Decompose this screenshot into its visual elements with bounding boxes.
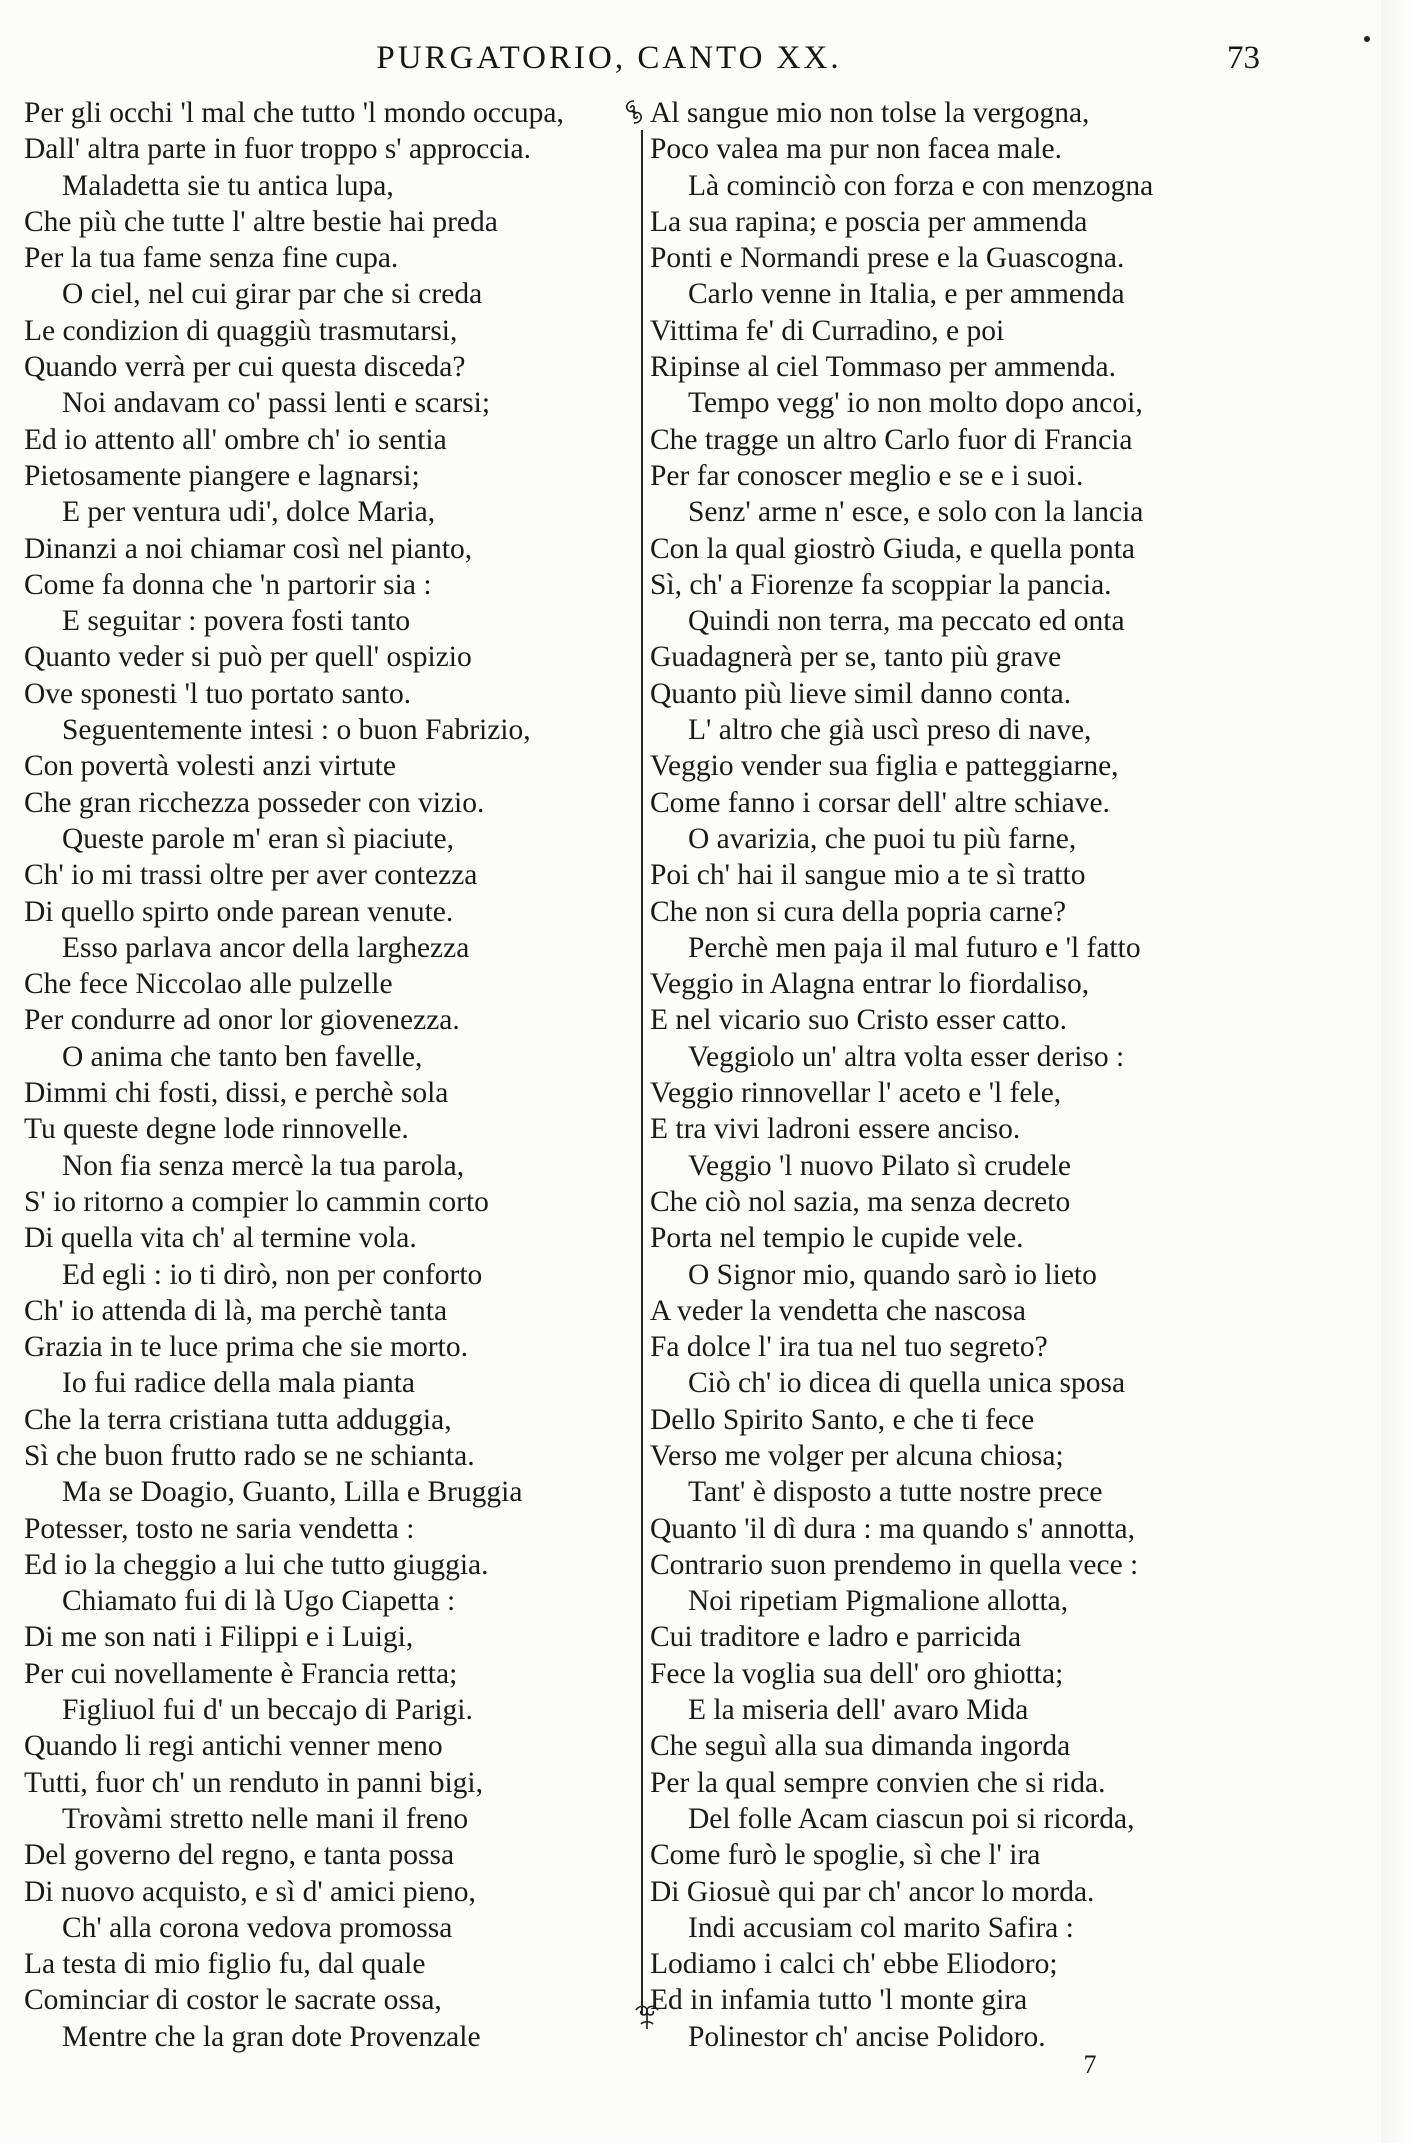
verse-line: Per gli occhi 'l mal che tutto 'l mondo occupa, — [24, 97, 564, 129]
verse-line: Ove sponesti 'l tuo portato santo. — [24, 677, 412, 710]
verse-line: Ch' alla corona vedova promossa — [62, 1911, 453, 1944]
verse-line: Fa dolce l' ira tua nel tuo segreto? — [650, 1331, 1048, 1364]
verse-line: Indi accusiam col marito Safira : — [688, 1911, 1074, 1944]
verse-line: Senz' arme n' esce, e solo con la lancia — [688, 496, 1144, 529]
verse-line: Di quello spirto onde parean venute. — [24, 895, 454, 928]
verse-line: Quanto veder si può per quell' ospizio — [24, 641, 472, 674]
verse-line: Poco valea ma pur non facea male. — [650, 133, 1062, 166]
verse-line: Dimmi chi fosti, dissi, e perchè sola — [24, 1077, 449, 1110]
verse-line: Io fui radice della mala pianta — [62, 1367, 416, 1400]
verse-line: Ponti e Normandi prese e la Guascogna. — [650, 242, 1125, 275]
verse-line: Per la qual sempre convien che si rida. — [650, 1766, 1106, 1799]
verse-line: E nel vicario suo Cristo esser catto. — [650, 1004, 1067, 1037]
verse-line: Potesser, tosto ne saria vendetta : — [24, 1512, 415, 1545]
verse-line: Tutti, fuor ch' un renduto in panni bigi, — [24, 1766, 483, 1799]
verse-line: Figliuol fui d' un beccajo di Parigi. — [62, 1694, 473, 1727]
verse-line: Dall' altra parte in fuor troppo s' approccia. — [24, 133, 532, 166]
verse-line: Ed egli : io ti dirò, non per conforto — [62, 1258, 483, 1291]
verse-line: Chiamato fui di là Ugo Ciapetta : — [62, 1585, 456, 1618]
verse-line: Noi ripetiam Pigmalione allotta, — [688, 1585, 1069, 1618]
verse-line: Queste parole m' eran sì piaciute, — [62, 822, 454, 855]
verse-line: Porta nel tempio le cupide vele. — [650, 1222, 1024, 1255]
verse-line: Tu queste degne lode rinnovelle. — [24, 1113, 409, 1146]
verse-line: Tant' è disposto a tutte nostre prece — [688, 1476, 1103, 1509]
verse-line: O Signor mio, quando sarò io lieto — [688, 1258, 1097, 1291]
verse-line: Carlo venne in Italia, e per ammenda — [688, 278, 1125, 311]
verse-line: Ripinse al ciel Tommaso per ammenda. — [650, 351, 1116, 384]
verse-line: L' altro che già uscì preso di nave, — [688, 714, 1092, 747]
verse-line: Che seguì alla sua dimanda ingorda — [650, 1730, 1071, 1763]
signature-mark: 7 — [1083, 2050, 1097, 2079]
verse-line: Del governo del regno, e tanta possa — [24, 1839, 455, 1872]
verse-line: Ed io la cheggio a lui che tutto giuggia. — [24, 1548, 489, 1581]
page-edge-shadow — [1381, 0, 1417, 2143]
verse-line: Là cominciò con forza e con menzogna — [688, 169, 1154, 202]
verse-line: Come furò le spoglie, sì che l' ira — [650, 1839, 1041, 1872]
verse-line: Noi andavam co' passi lenti e scarsi; — [62, 387, 491, 420]
verse-line: Lodiamo i calci ch' ebbe Eliodoro; — [650, 1948, 1058, 1981]
verse-line: Sì che buon frutto rado se ne schianta. — [24, 1439, 475, 1472]
verse-line: Non fia senza mercè la tua parola, — [62, 1149, 465, 1182]
verse-line: Per la tua fame senza fine cupa. — [24, 242, 399, 275]
left-verse-column — [24, 95, 636, 2055]
verse-line: Ed in infamia tutto 'l monte gira — [650, 1984, 1028, 2017]
verse-line: E la miseria dell' avaro Mida — [688, 1694, 1029, 1727]
verse-line: Che ciò nol sazia, ma senza decreto — [650, 1185, 1071, 1218]
verse-line: Perchè men paja il mal futuro e 'l fatto — [688, 931, 1141, 964]
verse-line: Mentre che la gran dote Provenzale — [62, 2020, 481, 2053]
verse-line: A veder la vendetta che nascosa — [650, 1294, 1026, 1327]
verse-line: Con la qual giostrò Giuda, e quella ponta — [650, 532, 1136, 565]
verse-line: Che tragge un altro Carlo fuor di Francia — [650, 423, 1133, 456]
verse-line: Veggio vender sua figlia e patteggiarne, — [650, 750, 1119, 783]
verse-line: O anima che tanto ben favelle, — [62, 1040, 423, 1073]
verse-line: Tempo vegg' io non molto dopo ancoi, — [688, 387, 1143, 420]
verse-line: Ed io attento all' ombre ch' io sentia — [24, 423, 447, 456]
verse-line: Veggio rinnovellar l' aceto e 'l fele, — [650, 1077, 1062, 1110]
verse-line: Che fece Niccolao alle pulzelle — [24, 968, 393, 1001]
verse-line: Che la terra cristiana tutta adduggia, — [24, 1403, 452, 1436]
verse-line: S' io ritorno a compier lo cammin corto — [24, 1185, 489, 1218]
verse-line: Che non si cura della popria carne? — [650, 895, 1067, 928]
verse-line: O avarizia, che puoi tu più farne, — [688, 822, 1077, 855]
page-header — [0, 40, 1417, 88]
verse-line: Polinestor ch' ancise Polidoro. — [688, 2020, 1046, 2053]
verse-line: Ma se Doagio, Guanto, Lilla e Bruggia — [62, 1476, 523, 1509]
verse-line: Come fa donna che 'n partorir sia : — [24, 568, 432, 601]
verse-line: Seguentemente intesi : o buon Fabrizio, — [62, 714, 531, 747]
verse-line: Quando verrà per cui questa disceda? — [24, 351, 466, 384]
verse-line: Quindi non terra, ma peccato ed onta — [688, 605, 1125, 638]
verse-line: Di Giosuè qui par ch' ancor lo morda. — [650, 1875, 1095, 1908]
verse-line: Di nuovo acquisto, e sì d' amici pieno, — [24, 1875, 476, 1908]
verse-line: Per far conoscer meglio e se e i suoi. — [650, 459, 1084, 492]
verse-line: Quanto più lieve simil danno conta. — [650, 677, 1072, 710]
verse-line: Come fanno i corsar dell' altre schiave. — [650, 786, 1110, 819]
verse-line: Grazia in te luce prima che sie morto. — [24, 1331, 468, 1364]
verse-line: Cui traditore e ladro e parricida — [650, 1621, 1022, 1654]
verse-line: Ch' io attenda di là, ma perchè tanta — [24, 1294, 448, 1327]
verse-line: O ciel, nel cui girar par che si creda — [62, 278, 483, 311]
verse-line: Vittima fe' di Curradino, e poi — [650, 314, 1005, 347]
verse-line: Pietosamente piangere e lagnarsi; — [24, 459, 420, 492]
verse-line: Veggio 'l nuovo Pilato sì crudele — [688, 1149, 1072, 1182]
verse-line: Maladetta sie tu antica lupa, — [62, 169, 394, 202]
verse-line: Fece la voglia sua dell' oro ghiotta; — [650, 1657, 1064, 1690]
verse-line: Che gran ricchezza posseder con vizio. — [24, 786, 485, 819]
column-rule — [641, 130, 643, 2015]
verse-line: Le condizion di quaggiù trasmutarsi, — [24, 314, 458, 347]
verse-line: Di quella vita ch' al termine vola. — [24, 1222, 417, 1255]
verse-line: E seguitar : povera fosti tanto — [62, 605, 411, 638]
verse-line: Sì, ch' a Fiorenze fa scoppiar la pancia. — [650, 568, 1112, 601]
verse-line: Esso parlava ancor della larghezza — [62, 931, 470, 964]
verse-line: Per cui novellamente è Francia retta; — [24, 1657, 458, 1690]
verse-line: Che più che tutte l' altre bestie hai preda — [24, 205, 498, 238]
verse-line: Per condurre ad onor lor giovenezza. — [24, 1004, 460, 1037]
right-verse-column — [650, 95, 1280, 2055]
verse-line: Al sangue mio non tolse la vergogna, — [650, 97, 1090, 129]
verse-line: Dinanzi a noi chiamar così nel pianto, — [24, 532, 473, 565]
verse-line: Dello Spirito Santo, e che ti fece — [650, 1403, 1035, 1436]
verse-line: Quando li regi antichi venner meno — [24, 1730, 443, 1763]
verse-line: Ch' io mi trassi oltre per aver contezza — [24, 859, 478, 892]
verse-line: Poi ch' hai il sangue mio a te sì tratto — [650, 859, 1086, 892]
page-number: 73 — [1227, 40, 1260, 76]
verse-line: La sua rapina; e poscia per ammenda — [650, 205, 1088, 238]
fleuron-ornament-icon — [630, 2002, 664, 2032]
verse-line: La testa di mio figlio fu, dal quale — [24, 1948, 426, 1981]
verse-line: E per ventura udi', dolce Maria, — [62, 496, 436, 529]
verse-line: Veggio in Alagna entrar lo fiordaliso, — [650, 968, 1090, 1001]
running-title: PURGATORIO, CANTO XX. — [376, 40, 842, 76]
verse-line: Trovàmi stretto nelle mani il freno — [62, 1802, 469, 1835]
verse-line: Con povertà volesti anzi virtute — [24, 750, 396, 783]
verse-line: Guadagnerà per se, tanto più grave — [650, 641, 1062, 674]
verse-line: Ciò ch' io dicea di quella unica sposa — [688, 1367, 1126, 1400]
verse-line: Del folle Acam ciascun poi si ricorda, — [688, 1802, 1135, 1835]
verse-line: Quanto 'il dì dura : ma quando s' annotta, — [650, 1512, 1135, 1545]
verse-line: Veggiolo un' altra volta esser deriso : — [688, 1040, 1125, 1073]
verse-line: Di me son nati i Filippi e i Luigi, — [24, 1621, 414, 1654]
verse-line: Contrario suon prendemo in quella vece : — [650, 1548, 1139, 1581]
verse-line: E tra vivi ladroni essere anciso. — [650, 1113, 1021, 1146]
verse-line: Verso me volger per alcuna chiosa; — [650, 1439, 1064, 1472]
verse-line: Cominciar di costor le sacrate ossa, — [24, 1984, 442, 2017]
